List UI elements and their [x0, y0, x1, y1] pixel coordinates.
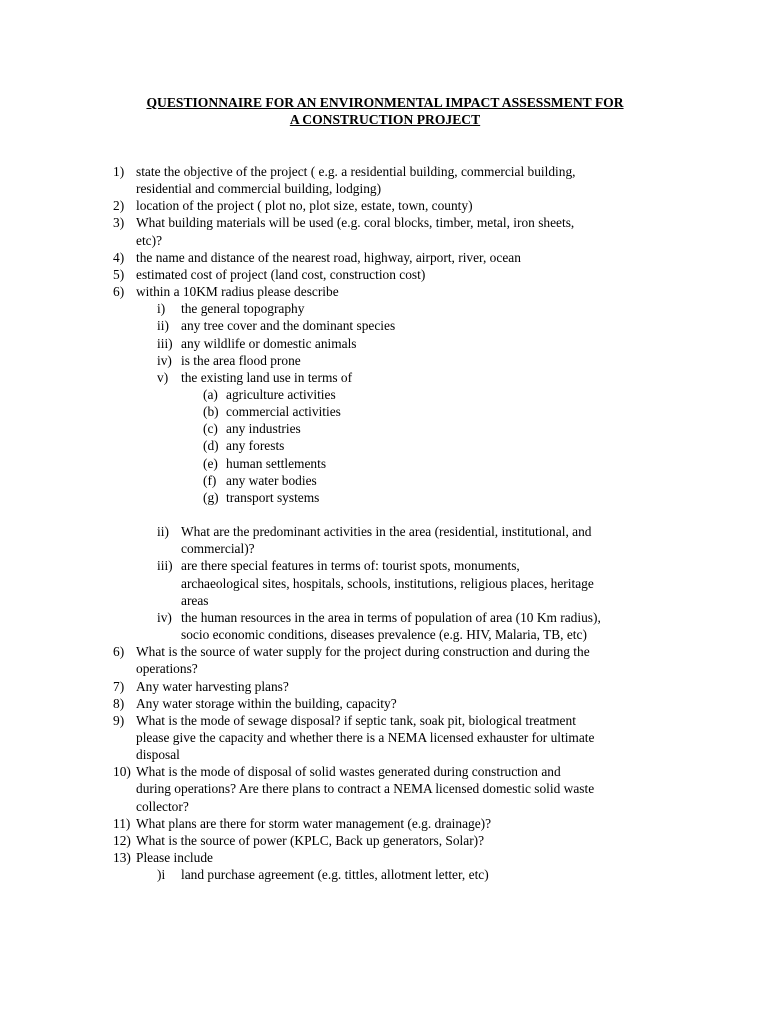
item-number: (f)	[203, 472, 217, 488]
item-number: i)	[157, 301, 166, 317]
item-text: the general topography	[181, 301, 305, 317]
list-item	[0, 557, 768, 574]
item-text: disposal	[136, 747, 180, 763]
item-text: Any water harvesting plans?	[136, 678, 289, 694]
item-text: etc)?	[136, 232, 163, 248]
list-item	[0, 163, 768, 180]
item-number: 2)	[113, 198, 125, 214]
item-number: 9)	[113, 712, 125, 728]
item-text: any wildlife or domestic animals	[181, 335, 357, 351]
list-item	[0, 660, 768, 677]
list-item	[0, 575, 768, 592]
item-text: within a 10KM radius please describe	[136, 284, 339, 300]
item-text: archaeological sites, hospitals, schools, institutions, religious places, heritage	[181, 575, 594, 591]
item-number: iii)	[157, 558, 173, 574]
list-item	[0, 232, 768, 249]
item-text: What plans are there for storm water management (e.g. drainage)?	[136, 815, 492, 831]
list-item	[0, 712, 768, 729]
document-title-line-1: QUESTIONNAIRE FOR AN ENVIRONMENTAL IMPACT ASSESSMENT FOR	[146, 95, 624, 110]
list-item	[0, 403, 768, 420]
item-text: residential and commercial building, lodging)	[136, 181, 382, 197]
item-text: any water bodies	[226, 472, 317, 488]
list-item	[0, 266, 768, 283]
item-number: 4)	[113, 249, 125, 265]
item-number: (a)	[203, 386, 218, 402]
item-text: land purchase agreement (e.g. tittles, allotment letter, etc)	[181, 867, 489, 883]
list-item	[0, 180, 768, 197]
item-text: are there special features in terms of: tourist spots, monuments,	[181, 558, 520, 574]
list-item	[0, 455, 768, 472]
item-number: iv)	[157, 609, 172, 625]
item-text: What is the mode of sewage disposal? if septic tank, soak pit, biological treatment	[136, 712, 576, 728]
item-text: the human resources in the area in terms of population of area (10 Km radius),	[181, 609, 601, 625]
item-number: 11)	[113, 815, 131, 831]
list-item	[0, 643, 768, 660]
list-item	[0, 746, 768, 763]
list-item	[0, 678, 768, 695]
item-number: 10)	[113, 764, 131, 780]
item-text: areas	[181, 592, 209, 608]
list-item	[0, 849, 768, 866]
item-number: 7)	[113, 678, 125, 694]
item-text: human settlements	[226, 455, 327, 471]
item-number: 1)	[113, 164, 125, 179]
item-text: What is the source of water supply for the project during construction and during the	[136, 644, 590, 660]
list-item	[0, 283, 768, 300]
item-number: (e)	[203, 455, 218, 471]
item-text: transport systems	[226, 489, 320, 505]
item-text: commercial)?	[181, 541, 255, 557]
document-title-line-2: A CONSTRUCTION PROJECT	[289, 112, 481, 127]
item-text: state the objective of the project ( e.g. a residential building, commercial building,	[136, 164, 576, 179]
item-text: any industries	[226, 421, 301, 437]
list-item	[0, 249, 768, 266]
list-item	[0, 763, 768, 780]
item-text: please give the capacity and whether there is a NEMA licensed exhauster for ultimate	[136, 729, 595, 745]
item-number: 12)	[113, 832, 131, 848]
item-text: Any water storage within the building, capacity?	[136, 695, 397, 711]
item-text: operations?	[136, 661, 198, 677]
item-number: 13)	[113, 850, 131, 865]
item-number: iv)	[157, 352, 172, 368]
list-item	[0, 729, 768, 746]
list-item	[0, 317, 768, 334]
list-item	[0, 335, 768, 352]
item-text: any forests	[226, 438, 285, 454]
list-item	[0, 626, 768, 643]
item-text: What is the source of power (KPLC, Back up generators, Solar)?	[136, 832, 485, 848]
item-number: 5)	[113, 266, 125, 282]
item-number: v)	[157, 369, 169, 385]
list-item	[0, 300, 768, 317]
item-text: What building materials will be used (e.g. coral blocks, timber, metal, iron sheets,	[136, 215, 575, 231]
item-text: Please include	[136, 850, 213, 865]
item-text: agriculture activities	[226, 386, 336, 402]
list-item	[0, 523, 768, 540]
list-item	[0, 592, 768, 609]
item-number: ii)	[157, 318, 169, 334]
item-number: (g)	[203, 489, 219, 505]
item-number: 6)	[113, 644, 125, 660]
list-item	[0, 214, 768, 231]
item-number: ii)	[157, 524, 169, 540]
item-text: any tree cover and the dominant species	[181, 318, 396, 334]
item-number: iii)	[157, 335, 173, 351]
list-item	[0, 609, 768, 626]
item-number: 8)	[113, 695, 125, 711]
item-number: )i	[157, 867, 166, 883]
list-item	[0, 437, 768, 454]
item-text: estimated cost of project (land cost, construction cost)	[136, 266, 426, 282]
list-item	[0, 489, 768, 506]
list-item	[0, 798, 768, 815]
list-item	[0, 506, 768, 523]
item-text: socio economic conditions, diseases prevalence (e.g. HIV, Malaria, TB, etc)	[181, 627, 587, 643]
item-number: (d)	[203, 438, 219, 454]
list-item	[0, 352, 768, 369]
item-number: 3)	[113, 215, 125, 231]
item-number: (b)	[203, 404, 219, 420]
list-item	[0, 197, 768, 214]
list-item	[0, 695, 768, 712]
item-text: What are the predominant activities in the area (residential, institutional, and	[181, 524, 592, 540]
item-text: is the area flood prone	[181, 352, 301, 368]
list-item	[0, 540, 768, 557]
item-number: (c)	[203, 421, 218, 437]
list-item	[0, 815, 768, 832]
list-item	[0, 386, 768, 403]
item-text: the name and distance of the nearest road, highway, airport, river, ocean	[136, 249, 521, 265]
item-text: What is the mode of disposal of solid wastes generated during construction and	[136, 764, 561, 780]
list-item	[0, 832, 768, 849]
item-text: commercial activities	[226, 404, 341, 420]
list-item	[0, 780, 768, 797]
list-item	[0, 369, 768, 386]
list-item	[0, 420, 768, 437]
item-text: the existing land use in terms of	[181, 369, 353, 385]
item-text: collector?	[136, 798, 189, 814]
item-text: location of the project ( plot no, plot size, estate, town, county)	[136, 198, 473, 214]
list-item	[0, 472, 768, 489]
item-number: 6)	[113, 284, 125, 300]
list-item	[0, 866, 768, 883]
item-text: during operations? Are there plans to contract a NEMA licensed domestic solid waste	[136, 781, 595, 797]
